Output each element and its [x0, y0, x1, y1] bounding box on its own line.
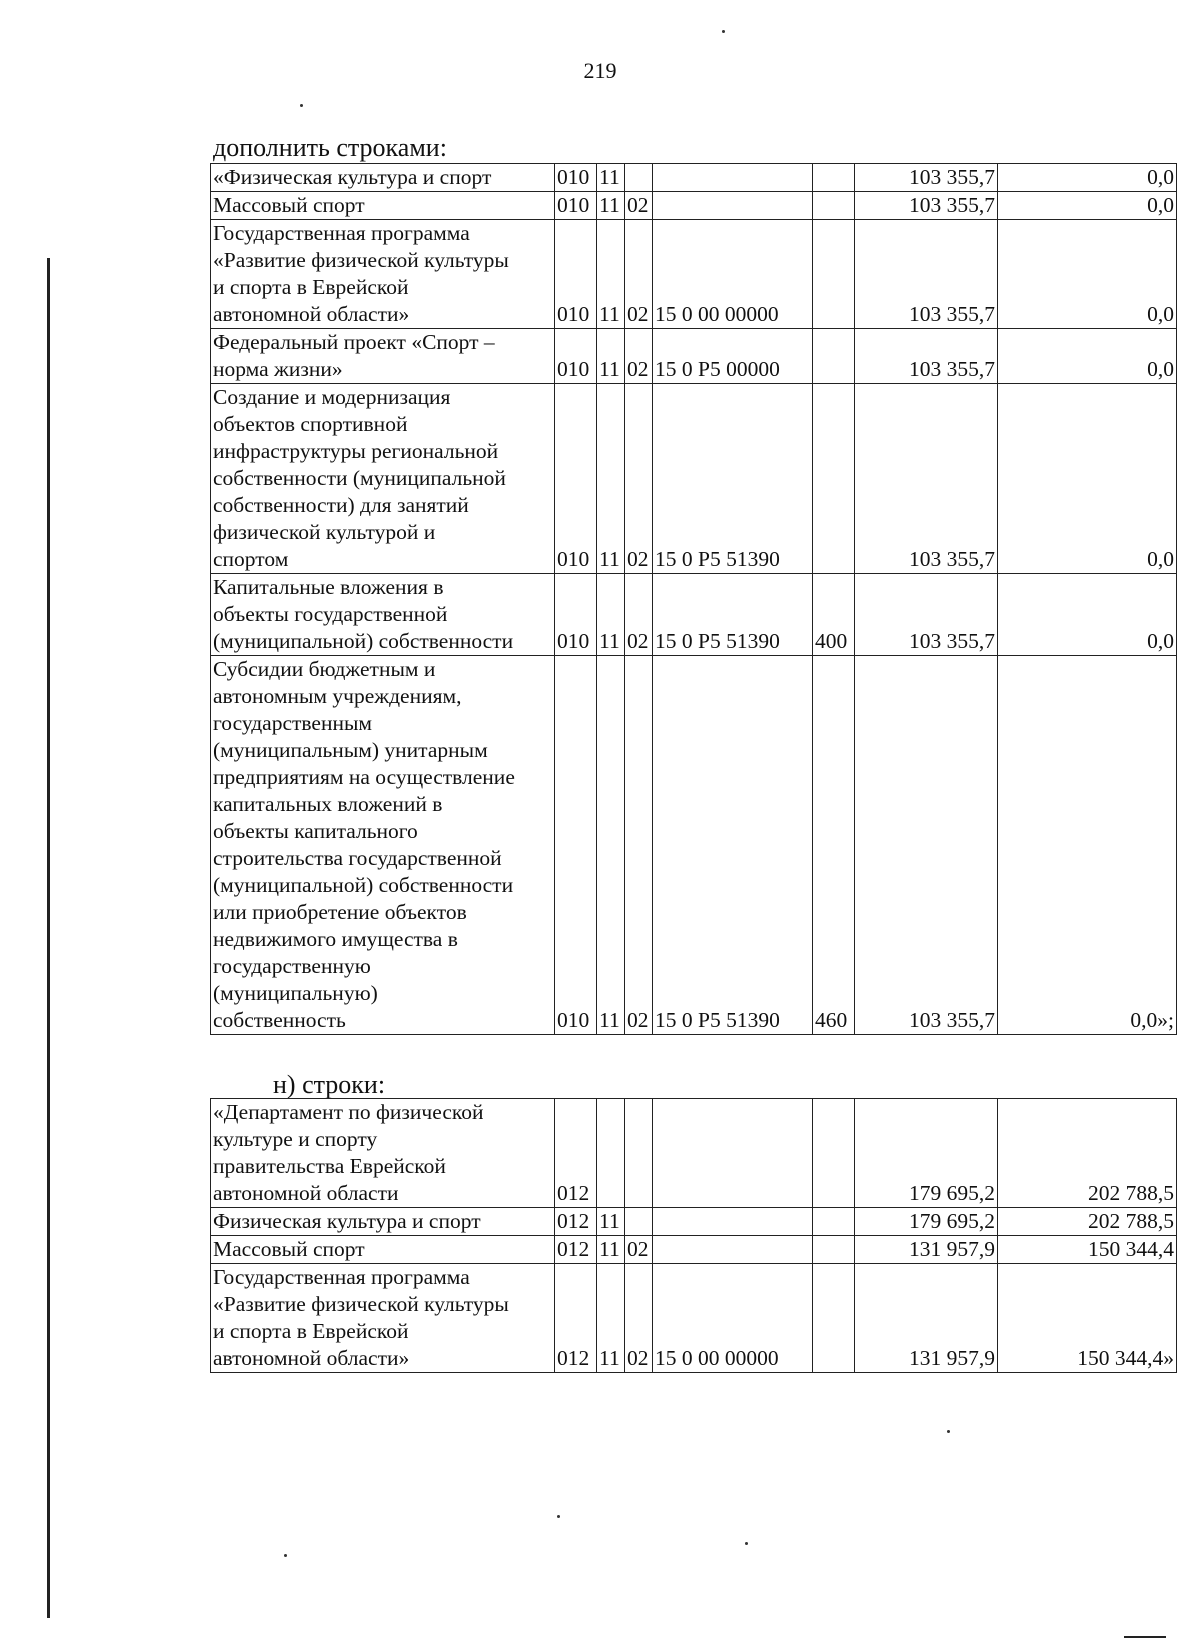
row-amount-year1-cell: 103 355,7	[855, 574, 998, 656]
table-row	[211, 1099, 1177, 1208]
row-section-cell: 11	[597, 1236, 625, 1264]
row-name-cell: Федеральный проект «Спорт – норма жизни»	[211, 329, 555, 384]
section-heading-add-rows: дополнить строками:	[213, 133, 447, 162]
row-section-cell: 11	[597, 164, 625, 192]
row-grbs-cell: 010	[555, 192, 597, 220]
row-grbs-cell: 010	[555, 329, 597, 384]
budget-table-added-rows	[210, 163, 1177, 1035]
row-amount-year2-cell: 0,0	[998, 164, 1177, 192]
row-target-article-cell	[653, 164, 813, 192]
row-expense-type-cell	[813, 1208, 855, 1236]
row-expense-type-cell: 460	[813, 656, 855, 1035]
row-section-cell: 11	[597, 384, 625, 574]
table-row	[211, 192, 1177, 220]
scan-speck	[722, 30, 725, 33]
row-grbs-cell: 010	[555, 164, 597, 192]
table-row	[211, 1208, 1177, 1236]
row-target-article-cell	[653, 1208, 813, 1236]
row-grbs-cell: 010	[555, 384, 597, 574]
row-section-cell: 11	[597, 329, 625, 384]
scan-speck	[947, 1430, 950, 1433]
row-amount-year2-cell: 0,0	[998, 329, 1177, 384]
row-subsection-cell: 02	[625, 384, 653, 574]
row-section-cell: 11	[597, 220, 625, 329]
row-grbs-cell: 012	[555, 1099, 597, 1208]
row-target-article-cell: 15 0 Р5 51390	[653, 384, 813, 574]
row-amount-year2-cell: 150 344,4	[998, 1236, 1177, 1264]
row-name-cell: «Физическая культура и спорт	[211, 164, 555, 192]
table-row	[211, 1264, 1177, 1373]
row-section-cell	[597, 1099, 625, 1208]
table-row	[211, 220, 1177, 329]
scan-speck	[284, 1554, 287, 1557]
row-grbs-cell: 010	[555, 574, 597, 656]
table-row	[211, 164, 1177, 192]
row-expense-type-cell	[813, 384, 855, 574]
row-amount-year1-cell: 179 695,2	[855, 1208, 998, 1236]
row-name-cell: Государственная программа «Развитие физической культуры и спорта в Еврейской автономной области»	[211, 220, 555, 329]
row-grbs-cell: 012	[555, 1208, 597, 1236]
table-row	[211, 574, 1177, 656]
row-subsection-cell: 02	[625, 220, 653, 329]
row-amount-year1-cell: 103 355,7	[855, 329, 998, 384]
row-section-cell: 11	[597, 192, 625, 220]
scan-speck	[745, 1542, 748, 1545]
row-expense-type-cell	[813, 1264, 855, 1373]
row-subsection-cell: 02	[625, 656, 653, 1035]
row-section-cell: 11	[597, 1264, 625, 1373]
row-amount-year1-cell: 103 355,7	[855, 220, 998, 329]
row-amount-year2-cell: 0,0	[998, 220, 1177, 329]
row-subsection-cell	[625, 1208, 653, 1236]
page-number: 219	[583, 58, 617, 83]
row-amount-year2-cell: 0,0	[998, 384, 1177, 574]
row-section-cell: 11	[597, 574, 625, 656]
row-expense-type-cell	[813, 1099, 855, 1208]
row-amount-year1-cell: 103 355,7	[855, 384, 998, 574]
row-grbs-cell: 012	[555, 1264, 597, 1373]
row-subsection-cell: 02	[625, 192, 653, 220]
row-name-cell: Физическая культура и спорт	[211, 1208, 555, 1236]
table-row	[211, 329, 1177, 384]
row-subsection-cell: 02	[625, 1264, 653, 1373]
row-amount-year1-cell: 103 355,7	[855, 192, 998, 220]
row-amount-year1-cell: 179 695,2	[855, 1099, 998, 1208]
row-amount-year2-cell: 150 344,4»	[998, 1264, 1177, 1373]
scan-speck	[300, 104, 303, 107]
row-name-cell: Государственная программа «Развитие физической культуры и спорта в Еврейской автономной области»	[211, 1264, 555, 1373]
row-amount-year2-cell: 202 788,5	[998, 1208, 1177, 1236]
row-amount-year1-cell: 131 957,9	[855, 1236, 998, 1264]
row-amount-year2-cell: 0,0»;	[998, 656, 1177, 1035]
row-grbs-cell: 010	[555, 656, 597, 1035]
row-grbs-cell: 010	[555, 220, 597, 329]
row-target-article-cell	[653, 1099, 813, 1208]
table-row	[211, 1236, 1177, 1264]
row-amount-year1-cell: 103 355,7	[855, 656, 998, 1035]
row-name-cell: Капитальные вложения в объекты государственной (муниципальной) собственности	[211, 574, 555, 656]
row-subsection-cell	[625, 164, 653, 192]
row-expense-type-cell	[813, 192, 855, 220]
row-name-cell: Массовый спорт	[211, 1236, 555, 1264]
row-section-cell: 11	[597, 1208, 625, 1236]
row-name-cell: Субсидии бюджетным и автономным учреждениям, государственным (муниципальным) унитарным предприятиям на осуществление капитальных вложений в объекты капитального строительства государственной (муниципальной) собственности или приобретение объектов недвижимого имущества в государственную (муниципальную) собственность	[211, 656, 555, 1035]
row-amount-year2-cell: 0,0	[998, 192, 1177, 220]
row-name-cell: Массовый спорт	[211, 192, 555, 220]
row-target-article-cell: 15 0 Р5 51390	[653, 656, 813, 1035]
row-subsection-cell: 02	[625, 1236, 653, 1264]
row-section-cell: 11	[597, 656, 625, 1035]
section-heading-rows-n: н) строки:	[273, 1070, 386, 1099]
row-amount-year1-cell: 103 355,7	[855, 164, 998, 192]
row-subsection-cell: 02	[625, 329, 653, 384]
budget-table-rows-n	[210, 1098, 1177, 1373]
row-target-article-cell	[653, 192, 813, 220]
row-target-article-cell: 15 0 Р5 51390	[653, 574, 813, 656]
row-subsection-cell	[625, 1099, 653, 1208]
corner-mark	[1124, 1636, 1166, 1638]
row-amount-year2-cell: 202 788,5	[998, 1099, 1177, 1208]
row-expense-type-cell: 400	[813, 574, 855, 656]
table-row	[211, 656, 1177, 1035]
row-target-article-cell: 15 0 00 00000	[653, 220, 813, 329]
row-expense-type-cell	[813, 220, 855, 329]
row-name-cell: Создание и модернизация объектов спортивной инфраструктуры региональной собственности (муниципальной собственности) для занятий физической культурой и спортом	[211, 384, 555, 574]
table-row	[211, 384, 1177, 574]
row-expense-type-cell	[813, 329, 855, 384]
row-name-cell: «Департамент по физической культуре и спорту правительства Еврейской автономной области	[211, 1099, 555, 1208]
row-target-article-cell: 15 0 00 00000	[653, 1264, 813, 1373]
row-target-article-cell: 15 0 Р5 00000	[653, 329, 813, 384]
row-subsection-cell: 02	[625, 574, 653, 656]
binding-edge-line	[47, 258, 50, 1618]
row-amount-year2-cell: 0,0	[998, 574, 1177, 656]
row-target-article-cell	[653, 1236, 813, 1264]
row-expense-type-cell	[813, 1236, 855, 1264]
row-expense-type-cell	[813, 164, 855, 192]
row-amount-year1-cell: 131 957,9	[855, 1264, 998, 1373]
row-grbs-cell: 012	[555, 1236, 597, 1264]
scan-speck	[557, 1515, 560, 1518]
